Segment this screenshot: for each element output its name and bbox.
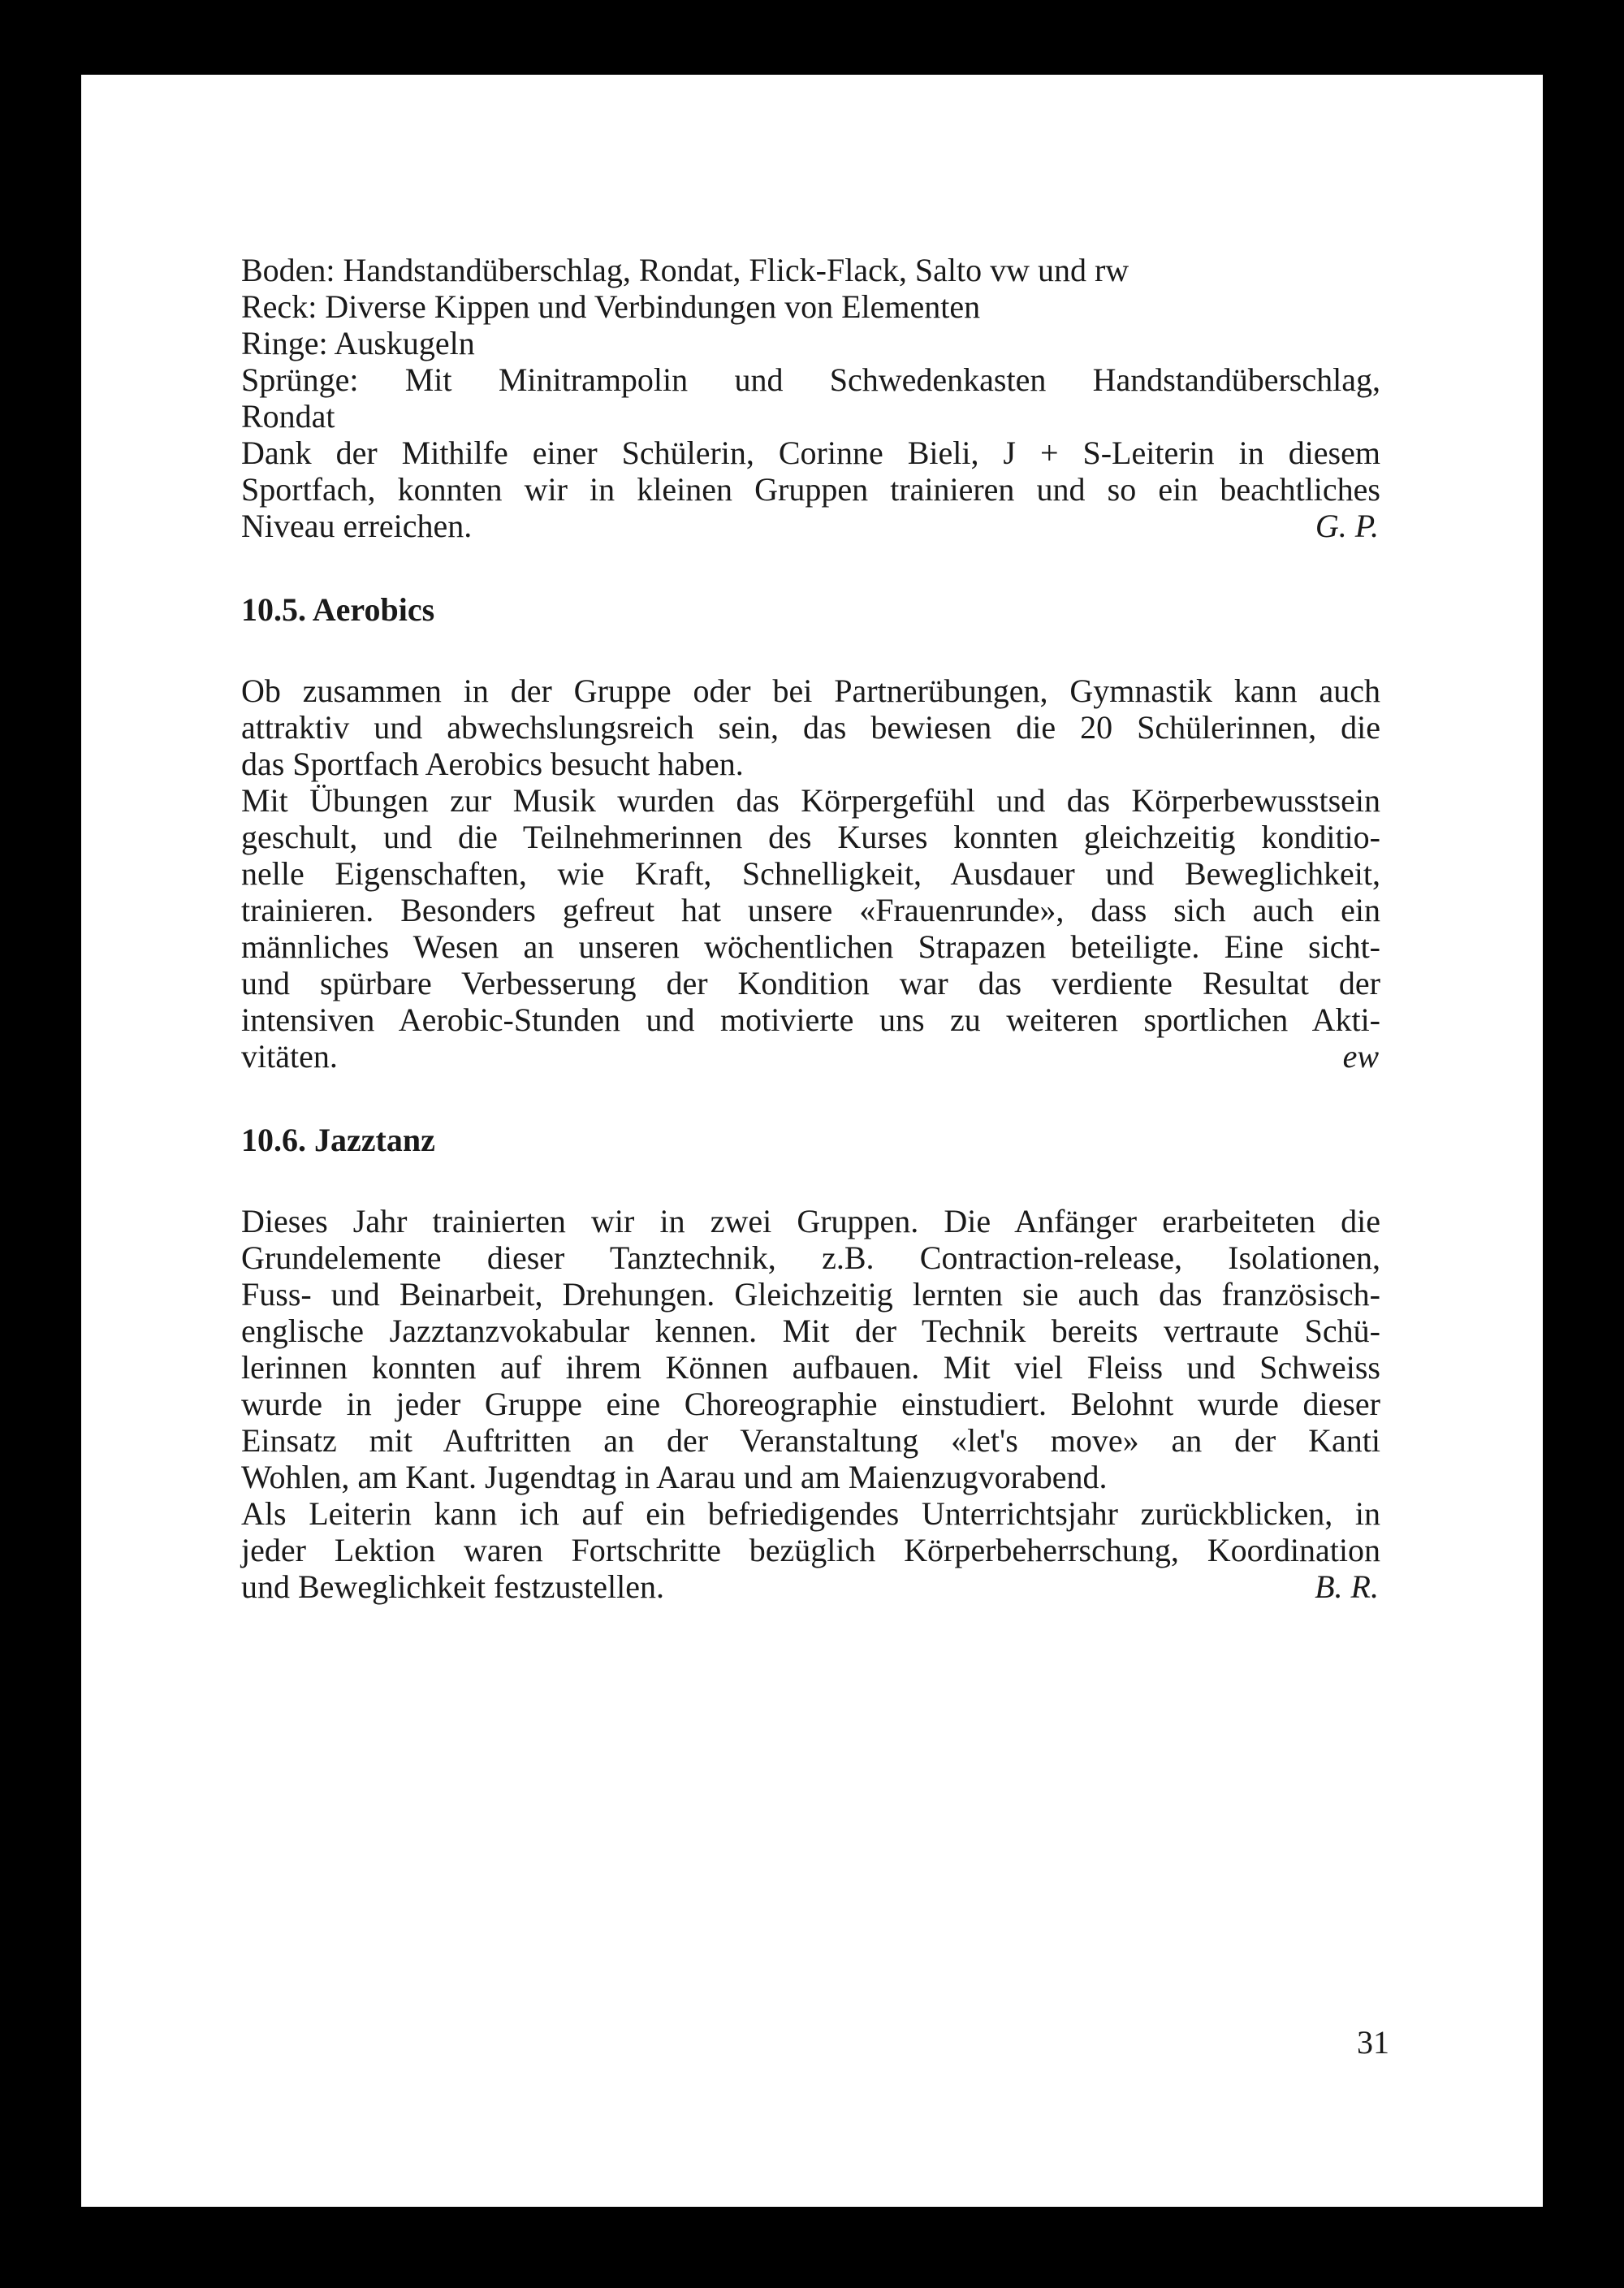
text-line: jeder Lektion waren Fortschritte bezüglich Körperbeherrschung, Koordination [241,1532,1380,1568]
author-signature: B. R. [1315,1568,1379,1605]
text-line: geschult, und die Teilnehmerinnen des Kurses konnten gleichzeitig konditio- [241,819,1380,855]
text-line: Sprünge: Mit Minitrampolin und Schwedenkasten Handstandüberschlag, [241,361,1380,398]
text-line: attraktiv und abwechslungsreich sein, das bewiesen die 20 Schülerinnen, die [241,709,1380,746]
text-line: und Beweglichkeit festzustellen. [241,1568,664,1605]
section-heading: 10.5. Aerobics [241,591,435,628]
section-aerobics [241,591,1380,1075]
spacer [241,628,1380,673]
text-line: trainieren. Besonders gefreut hat unsere «Frauenrunde», dass sich auch ein [241,892,1380,928]
author-signature: G. P. [1315,508,1379,544]
text-line: Boden: Handstandüberschlag, Rondat, Flick-Flack, Salto vw und rw [241,252,1129,288]
spacer [241,544,1380,591]
page-number: 31 [1357,2024,1389,2061]
document-page [81,75,1543,2207]
text-line: Grundelemente dieser Tanztechnik, z.B. Contraction-release, Isolationen, [241,1239,1380,1276]
text-line: Fuss- und Beinarbeit, Drehungen. Gleichzeitig lernten sie auch das französisch- [241,1276,1380,1313]
text-line: nelle Eigenschaften, wie Kraft, Schnelligkeit, Ausdauer und Beweglichkeit, [241,855,1380,892]
text-line: Mit Übungen zur Musik wurden das Körpergefühl und das Körperbewusstsein [241,782,1380,819]
text-line: lerinnen konnten auf ihrem Können aufbauen. Mit viel Fleiss und Schweiss [241,1349,1380,1386]
text-line: Ringe: Auskugeln [241,325,475,361]
text-line: Dank der Mithilfe einer Schülerin, Corinne Bieli, J + S-Leiterin in diesem [241,435,1380,471]
signature-line [241,508,1380,544]
text-line: Wohlen, am Kant. Jugendtag in Aarau und am Maienzugvorabend. [241,1459,1108,1495]
section-heading: 10.6. Jazztanz [241,1122,435,1158]
signature-line [241,1568,1380,1605]
spacer [241,1075,1380,1122]
text-line: das Sportfach Aerobics besucht haben. [241,746,744,782]
text-line: intensiven Aerobic-Stunden und motivierte uns zu weiteren sportlichen Akti- [241,1001,1380,1038]
spacer [241,1158,1380,1203]
text-line: Rondat [241,398,335,435]
text-line: Einsatz mit Auftritten an der Veranstaltung «let's move» an der Kanti [241,1422,1380,1459]
text-line: und spürbare Verbesserung der Kondition war das verdiente Resultat der [241,965,1380,1001]
text-line: Reck: Diverse Kippen und Verbindungen von Elementen [241,288,981,325]
section-jazztanz [241,1122,1380,1605]
text-line: wurde in jeder Gruppe eine Choreographie einstudiert. Belohnt wurde dieser [241,1386,1380,1422]
text-line: Ob zusammen in der Gruppe oder bei Partnerübungen, Gymnastik kann auch [241,673,1380,709]
text-line: Als Leiterin kann ich auf ein befriedigendes Unterrichtsjahr zurückblicken, in [241,1495,1380,1532]
text-line: Niveau erreichen. [241,508,473,544]
text-line: männliches Wesen an unseren wöchentlichen Strapazen beteiligte. Eine sicht- [241,928,1380,965]
text-line: Sportfach, konnten wir in kleinen Gruppen trainieren und so ein beachtliches [241,471,1380,508]
text-line: englische Jazztanzvokabular kennen. Mit der Technik bereits vertraute Schü- [241,1313,1380,1349]
text-line: vitäten. [241,1038,338,1075]
section-turnen [241,252,1380,544]
signature-line [241,1038,1380,1075]
text-line: Dieses Jahr trainierten wir in zwei Gruppen. Die Anfänger erarbeiteten die [241,1203,1380,1239]
page-content [241,252,1380,1605]
author-signature: ew [1342,1038,1379,1075]
